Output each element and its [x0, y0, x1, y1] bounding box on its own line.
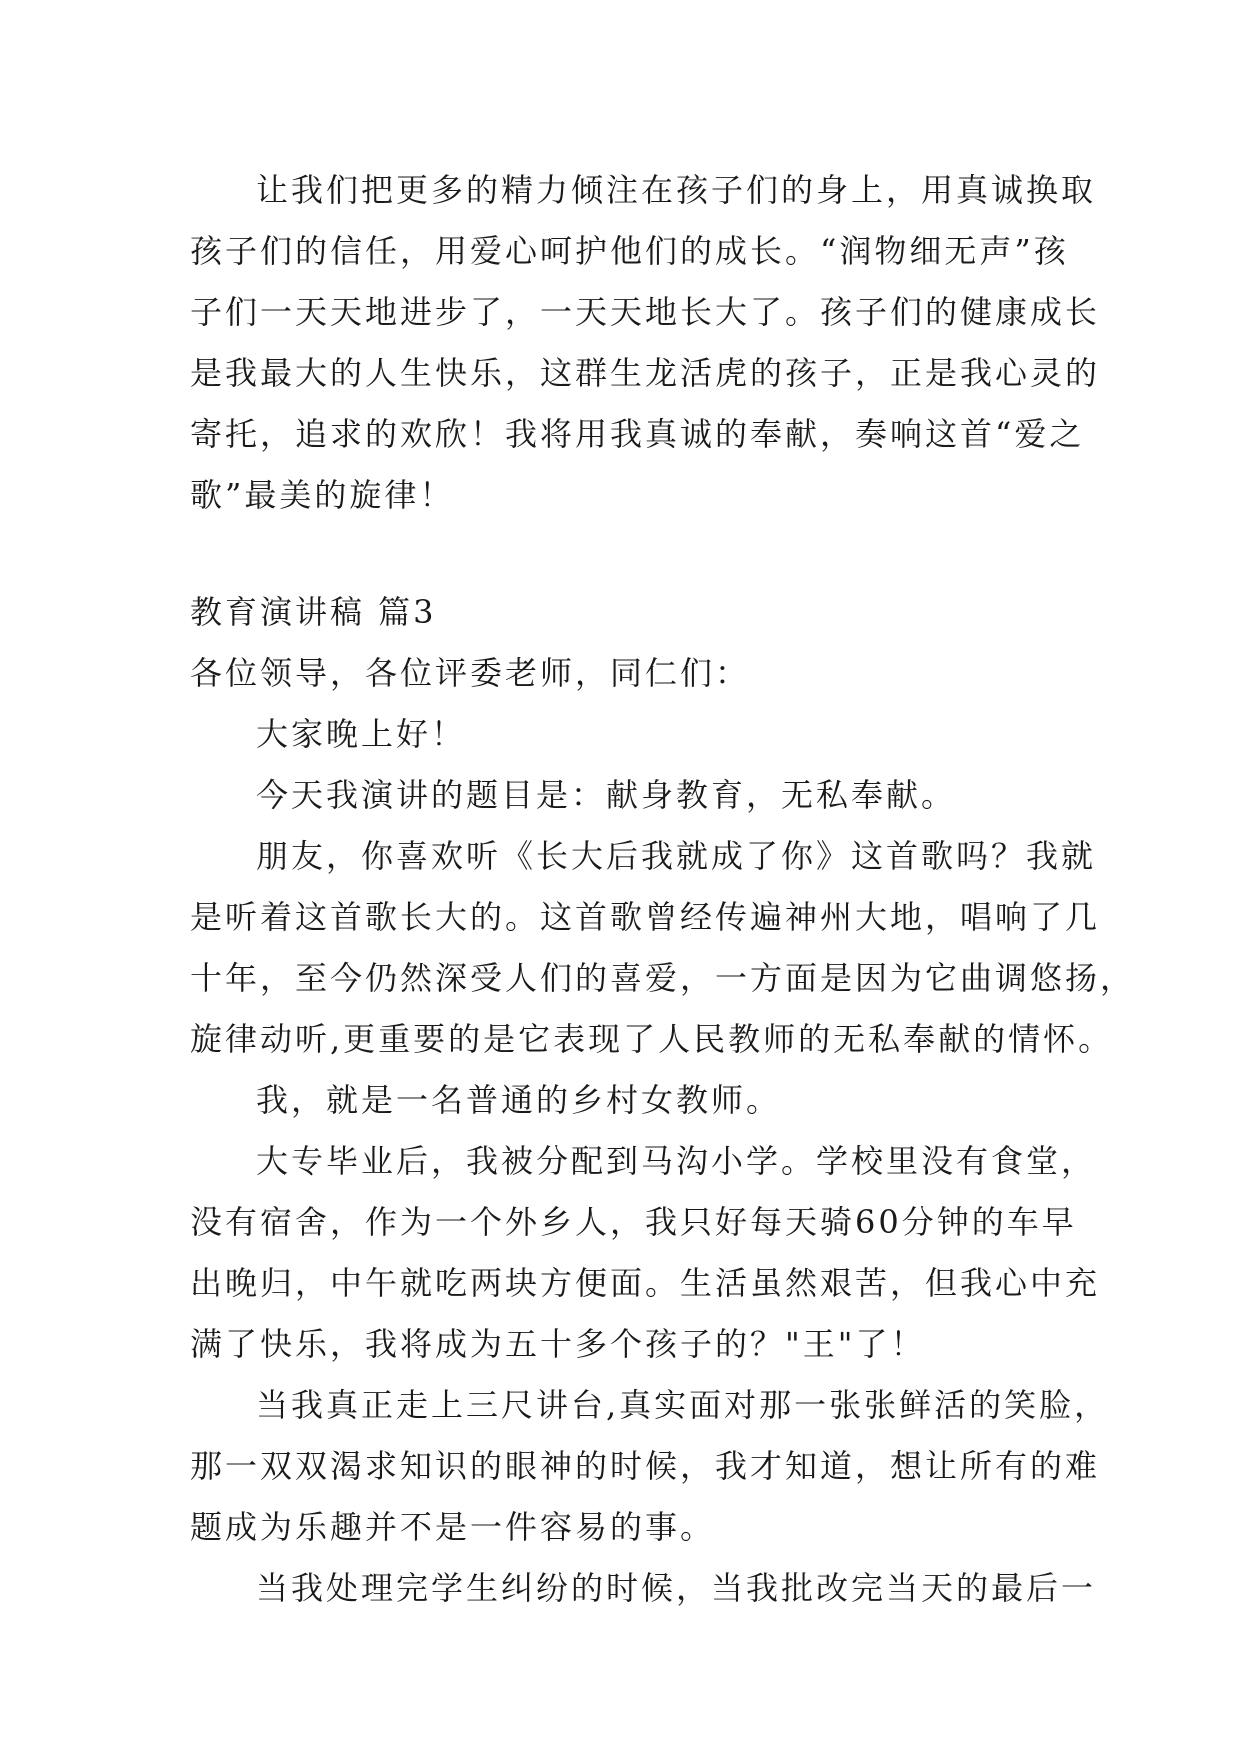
paragraph-line: 当我处理完学生纠纷的时候，当我批改完当天的最后一 — [256, 1569, 1097, 1607]
paragraph-line: 没有宿舍，作为一个外乡人，我只好每天骑60分钟的车早 — [190, 1203, 1077, 1241]
paragraph-line: 满了快乐，我将成为五十多个孩子的？"王"了！ — [190, 1325, 926, 1363]
paragraph-line: 十年，至今仍然深受人们的喜爱，一方面是因为它曲调悠扬， — [190, 959, 1136, 997]
paragraph-line: 那一双双渴求知识的眼神的时候，我才知道，想让所有的难 — [190, 1447, 1101, 1485]
paragraph-line: 大专毕业后，我被分配到马沟小学。学校里没有食堂， — [256, 1142, 1097, 1180]
paragraph-line: 题成为乐趣并不是一件容易的事。 — [190, 1508, 716, 1546]
paragraph-line: 寄托，追求的欢欣！我将用我真诚的奉献，奏响这首“爱之 — [190, 415, 1085, 453]
paragraph-line: 是听着这首歌长大的。这首歌曾经传遍神州大地，唱响了几 — [190, 898, 1101, 936]
paragraph-line: 我，就是一名普通的乡村女教师。 — [256, 1081, 782, 1119]
paragraph-line: 出晚归，中午就吃两块方便面。生活虽然艰苦，但我心中充 — [190, 1264, 1101, 1302]
paragraph-line: 孩子们的信任，用爱心呵护他们的成长。“润物细无声”孩 — [190, 232, 1069, 270]
paragraph-line: 歌”最美的旋律！ — [190, 476, 455, 514]
document-page — [190, 160, 1136, 1619]
salutation-line: 各位领导，各位评委老师，同仁们： — [190, 654, 751, 692]
paragraph-line: 让我们把更多的精力倾注在孩子们的身上，用真诚换取 — [256, 171, 1097, 209]
paragraph-line: 子们一天天地进步了，一天天地长大了。孩子们的健康成长 — [190, 293, 1101, 331]
paragraph-line: 今天我演讲的题目是：献身教育，无私奉献。 — [256, 776, 957, 814]
greeting-line: 大家晚上好！ — [256, 715, 467, 753]
paragraph-line: 旋律动听,更重要的是它表现了人民教师的无私奉献的情怀。 — [190, 1020, 1114, 1058]
paragraph-line: 朋友，你喜欢听《长大后我就成了你》这首歌吗？我就 — [256, 837, 1097, 875]
paragraph-line: 当我真正走上三尺讲台,真实面对那一张张鲜活的笑脸， — [256, 1386, 1110, 1424]
section-gap — [190, 526, 1060, 582]
section-heading: 教育演讲稿 篇3 — [190, 593, 437, 631]
paragraph-line: 是我最大的人生快乐，这群生龙活虎的孩子，正是我心灵的 — [190, 354, 1101, 392]
